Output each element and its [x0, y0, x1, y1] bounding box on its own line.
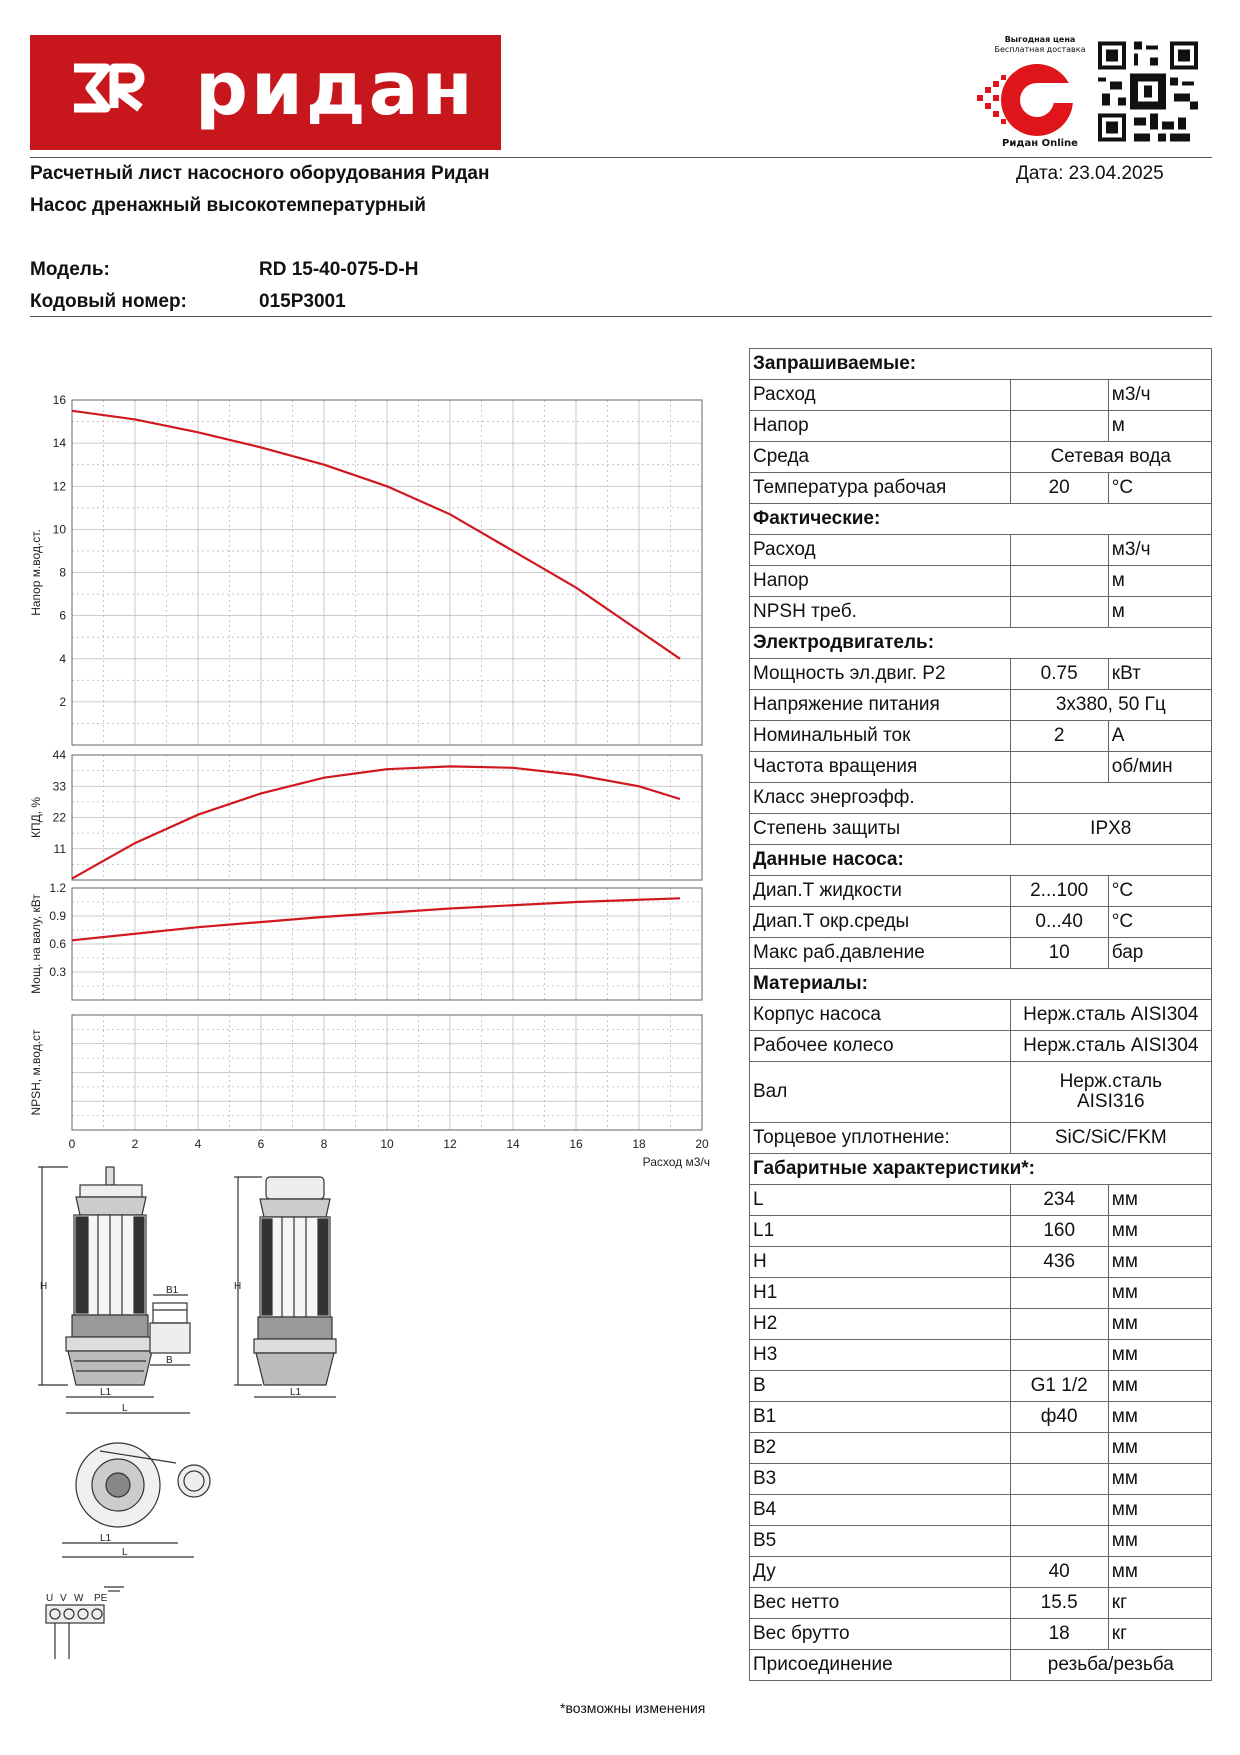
- spec-row: [750, 783, 1212, 814]
- spec-unit: °C: [1108, 876, 1211, 907]
- spec-row: [750, 690, 1212, 721]
- spec-row: [750, 1495, 1212, 1526]
- spec-unit: кВт: [1108, 659, 1211, 690]
- dim-label-l1-front: L1: [100, 1387, 112, 1398]
- spec-section-label: Фактические:: [750, 504, 1212, 535]
- spec-row: [750, 1464, 1212, 1495]
- y-tick-label: 2: [59, 694, 66, 709]
- spec-value: 10: [1010, 938, 1108, 969]
- badge-mid-text: Бесплатная доставка: [994, 45, 1086, 54]
- spec-unit: мм: [1108, 1371, 1211, 1402]
- spec-row: [750, 814, 1212, 845]
- spec-label: Среда: [750, 442, 1011, 473]
- spec-label: Напряжение питания: [750, 690, 1011, 721]
- dim-label-h-side: H: [234, 1281, 242, 1292]
- spec-unit: мм: [1108, 1557, 1211, 1588]
- spec-table: [749, 348, 1212, 1681]
- spec-label: Диап.Т окр.среды: [750, 907, 1011, 938]
- terminal-label-w: W: [74, 1593, 84, 1604]
- spec-section-label: Габаритные характеристики*:: [750, 1154, 1212, 1185]
- spec-unit: об/мин: [1108, 752, 1211, 783]
- model-label: Модель:: [30, 259, 110, 280]
- spec-value: Нерж.сталь AISI316: [1010, 1062, 1211, 1123]
- spec-label: H1: [750, 1278, 1011, 1309]
- spec-label: H3: [750, 1340, 1011, 1371]
- spec-value: 0.75: [1010, 659, 1108, 690]
- spec-label: Температура рабочая: [750, 473, 1011, 504]
- spec-row: [750, 473, 1212, 504]
- dim-label-l1-side: L1: [290, 1387, 302, 1398]
- y-axis-label: КПД, %: [29, 796, 43, 839]
- dim-label-l-top: L: [122, 1547, 128, 1558]
- spec-label: Расход: [750, 535, 1011, 566]
- brand-name: ридан: [195, 46, 476, 132]
- spec-unit: м: [1108, 566, 1211, 597]
- y-axis-label: Напор м.вод.ст.: [29, 529, 43, 616]
- spec-row: [750, 1371, 1212, 1402]
- spec-label: Ду: [750, 1557, 1011, 1588]
- code-value: 015P3001: [259, 291, 346, 312]
- y-tick-label: 33: [52, 779, 66, 794]
- spec-value: [1010, 1495, 1108, 1526]
- spec-value: [1010, 1278, 1108, 1309]
- dim-label-b1: B1: [166, 1285, 179, 1296]
- spec-label: Напор: [750, 566, 1011, 597]
- spec-row: [750, 1247, 1212, 1278]
- spec-unit: мм: [1108, 1340, 1211, 1371]
- spec-value: 2...100: [1010, 876, 1108, 907]
- spec-value: [1010, 1464, 1108, 1495]
- spec-row: [750, 1433, 1212, 1464]
- pump-performance-chart: [20, 385, 725, 1180]
- spec-row: [750, 1340, 1212, 1371]
- spec-label: L1: [750, 1216, 1011, 1247]
- badge-bottom-text: Ридан Online: [1002, 138, 1078, 149]
- spec-value: [1010, 597, 1108, 628]
- spec-value: [1010, 566, 1108, 597]
- spec-value: [1010, 411, 1108, 442]
- y-tick-label: 16: [52, 393, 66, 407]
- y-tick-label: 6: [59, 608, 66, 623]
- y-tick-label: 10: [52, 522, 66, 537]
- pump-dimension-drawing: [38, 1165, 418, 1665]
- spec-unit: кг: [1108, 1619, 1211, 1650]
- date-text: Дата: 23.04.2025: [1016, 163, 1164, 184]
- x-tick-label: 20: [695, 1137, 709, 1151]
- spec-unit: мм: [1108, 1526, 1211, 1557]
- dim-label-h-front: H: [40, 1281, 48, 1292]
- brand-mark-icon: [68, 58, 148, 118]
- spec-value: 160: [1010, 1216, 1108, 1247]
- spec-row: [750, 1557, 1212, 1588]
- spec-label: H: [750, 1247, 1011, 1278]
- spec-label: Диап.Т жидкости: [750, 876, 1011, 907]
- spec-row: [750, 442, 1212, 473]
- spec-value: [1010, 1340, 1108, 1371]
- spec-section-row: [750, 628, 1212, 659]
- terminal-label-pe: PE: [94, 1593, 108, 1604]
- spec-row: [750, 938, 1212, 969]
- spec-label: B5: [750, 1526, 1011, 1557]
- dim-label-l1-top: L1: [100, 1533, 112, 1544]
- spec-row: [750, 752, 1212, 783]
- y-axis-label: Мощ. на валу, кВт: [29, 894, 43, 994]
- spec-label: Расход: [750, 380, 1011, 411]
- spec-unit: мм: [1108, 1185, 1211, 1216]
- spec-row: [750, 1650, 1212, 1681]
- spec-row: [750, 1216, 1212, 1247]
- spec-row: [750, 1309, 1212, 1340]
- spec-value: 20: [1010, 473, 1108, 504]
- spec-row: [750, 1123, 1212, 1154]
- spec-value: G1 1/2: [1010, 1371, 1108, 1402]
- spec-unit: бар: [1108, 938, 1211, 969]
- spec-row: [750, 411, 1212, 442]
- spec-unit: м3/ч: [1108, 535, 1211, 566]
- spec-section-label: Запрашиваемые:: [750, 349, 1212, 380]
- spec-label: Степень защиты: [750, 814, 1011, 845]
- spec-unit: м: [1108, 411, 1211, 442]
- x-axis-label: Расход м3/ч: [642, 1155, 710, 1169]
- header-rule-bottom: [30, 316, 1212, 317]
- y-tick-label: 11: [53, 841, 66, 856]
- spec-value: Нерж.сталь AISI304: [1010, 1000, 1211, 1031]
- spec-unit: м3/ч: [1108, 380, 1211, 411]
- footnote: *возможны изменения: [560, 1700, 706, 1716]
- series-line: [72, 766, 680, 878]
- badge-top-text: Выгодная цена: [1004, 35, 1076, 44]
- dim-label-b: B: [166, 1355, 173, 1366]
- terminal-label-v: V: [60, 1593, 67, 1604]
- spec-value: Нерж.сталь AISI304: [1010, 1031, 1211, 1062]
- spec-row: [750, 380, 1212, 411]
- spec-label: Рабочее колесо: [750, 1031, 1011, 1062]
- series-line: [72, 898, 680, 940]
- spec-value: SiC/SiC/FKM: [1010, 1123, 1211, 1154]
- y-tick-label: 12: [52, 479, 66, 494]
- spec-row: [750, 659, 1212, 690]
- spec-label: Торцевое уплотнение:: [750, 1123, 1011, 1154]
- terminal-label-u: U: [46, 1593, 54, 1604]
- spec-section-row: [750, 349, 1212, 380]
- spec-section-label: Электродвигатель:: [750, 628, 1212, 659]
- spec-label: Присоединение: [750, 1650, 1011, 1681]
- spec-value: [1010, 1433, 1108, 1464]
- header-rule: [30, 157, 1212, 158]
- spec-value: [1010, 380, 1108, 411]
- x-tick-label: 18: [632, 1137, 646, 1151]
- spec-row: [750, 535, 1212, 566]
- spec-section-label: Материалы:: [750, 969, 1212, 1000]
- page-subtitle: Насос дренажный высокотемпературный: [30, 195, 426, 216]
- spec-value: 234: [1010, 1185, 1108, 1216]
- spec-value: [1010, 752, 1108, 783]
- spec-label: L: [750, 1185, 1011, 1216]
- spec-section-row: [750, 1154, 1212, 1185]
- spec-unit: мм: [1108, 1464, 1211, 1495]
- spec-row: [750, 1402, 1212, 1433]
- spec-value: 15.5: [1010, 1588, 1108, 1619]
- spec-value: [1010, 535, 1108, 566]
- spec-label: B1: [750, 1402, 1011, 1433]
- spec-value: [1010, 783, 1211, 814]
- spec-label: Мощность эл.двиг. P2: [750, 659, 1011, 690]
- page-title: Расчетный лист насосного оборудования Ридан: [30, 163, 490, 184]
- y-tick-label: 1.2: [49, 881, 66, 895]
- spec-row: [750, 721, 1212, 752]
- spec-row: [750, 597, 1212, 628]
- spec-unit: кг: [1108, 1588, 1211, 1619]
- spec-value: 0...40: [1010, 907, 1108, 938]
- spec-value: 3x380, 50 Гц: [1010, 690, 1211, 721]
- x-tick-label: 16: [569, 1137, 583, 1151]
- spec-section-row: [750, 845, 1212, 876]
- spec-unit: мм: [1108, 1402, 1211, 1433]
- series-line: [72, 411, 680, 659]
- spec-unit: мм: [1108, 1278, 1211, 1309]
- spec-label: Вал: [750, 1062, 1011, 1123]
- spec-section-label: Данные насоса:: [750, 845, 1212, 876]
- spec-label: B2: [750, 1433, 1011, 1464]
- spec-row: [750, 907, 1212, 938]
- spec-label: Номинальный ток: [750, 721, 1011, 752]
- spec-row: [750, 1278, 1212, 1309]
- spec-unit: °C: [1108, 907, 1211, 938]
- spec-value: IPX8: [1010, 814, 1211, 845]
- x-tick-label: 14: [506, 1137, 520, 1151]
- spec-label: Частота вращения: [750, 752, 1011, 783]
- spec-value: Сетевая вода: [1010, 442, 1211, 473]
- spec-row: [750, 566, 1212, 597]
- spec-label: Вес нетто: [750, 1588, 1011, 1619]
- spec-row: [750, 1000, 1212, 1031]
- x-tick-label: 6: [257, 1137, 265, 1151]
- y-axis-label: NPSH, м.вод.ст: [29, 1029, 43, 1116]
- spec-value: 436: [1010, 1247, 1108, 1278]
- x-tick-label: 0: [68, 1137, 76, 1151]
- spec-label: NPSH треб.: [750, 597, 1011, 628]
- spec-unit: мм: [1108, 1247, 1211, 1278]
- x-tick-label: 12: [443, 1137, 457, 1151]
- y-tick-label: 22: [52, 810, 66, 825]
- x-tick-label: 10: [380, 1137, 394, 1151]
- x-tick-label: 4: [194, 1137, 202, 1151]
- model-value: RD 15-40-075-D-H: [259, 259, 419, 280]
- spec-value: 18: [1010, 1619, 1108, 1650]
- spec-label: Вес брутто: [750, 1619, 1011, 1650]
- spec-section-row: [750, 504, 1212, 535]
- spec-unit: мм: [1108, 1495, 1211, 1526]
- spec-row: [750, 1185, 1212, 1216]
- qr-code-icon[interactable]: [1098, 40, 1198, 143]
- spec-label: H2: [750, 1309, 1011, 1340]
- spec-row: [750, 1062, 1212, 1123]
- y-tick-label: 0.9: [49, 909, 66, 923]
- spec-unit: мм: [1108, 1216, 1211, 1247]
- y-tick-label: 44: [52, 748, 66, 762]
- spec-label: B: [750, 1371, 1011, 1402]
- dim-label-l: L: [122, 1403, 128, 1414]
- spec-value: [1010, 1309, 1108, 1340]
- spec-label: B4: [750, 1495, 1011, 1526]
- code-label: Кодовый номер:: [30, 291, 187, 312]
- spec-section-row: [750, 969, 1212, 1000]
- spec-row: [750, 1588, 1212, 1619]
- y-tick-label: 8: [59, 565, 66, 580]
- y-tick-label: 0.6: [49, 937, 66, 951]
- spec-label: Напор: [750, 411, 1011, 442]
- spec-unit: м: [1108, 597, 1211, 628]
- x-tick-label: 2: [131, 1137, 139, 1151]
- y-tick-label: 0.3: [49, 965, 66, 979]
- spec-label: Корпус насоса: [750, 1000, 1011, 1031]
- spec-unit: А: [1108, 721, 1211, 752]
- spec-value: 2: [1010, 721, 1108, 752]
- spec-value: 40: [1010, 1557, 1108, 1588]
- spec-label: Класс энергоэфф.: [750, 783, 1011, 814]
- y-tick-label: 14: [52, 436, 66, 451]
- spec-label: B3: [750, 1464, 1011, 1495]
- spec-unit: мм: [1108, 1433, 1211, 1464]
- badge-online-icon: [975, 55, 1090, 145]
- spec-unit: °C: [1108, 473, 1211, 504]
- spec-value: ф40: [1010, 1402, 1108, 1433]
- spec-row: [750, 1526, 1212, 1557]
- spec-unit: мм: [1108, 1309, 1211, 1340]
- y-tick-label: 4: [59, 651, 66, 666]
- x-tick-label: 8: [320, 1137, 328, 1151]
- spec-row: [750, 1619, 1212, 1650]
- spec-label: Макс раб.давление: [750, 938, 1011, 969]
- spec-row: [750, 1031, 1212, 1062]
- spec-row: [750, 876, 1212, 907]
- spec-value: [1010, 1526, 1108, 1557]
- spec-value: резьба/резьба: [1010, 1650, 1211, 1681]
